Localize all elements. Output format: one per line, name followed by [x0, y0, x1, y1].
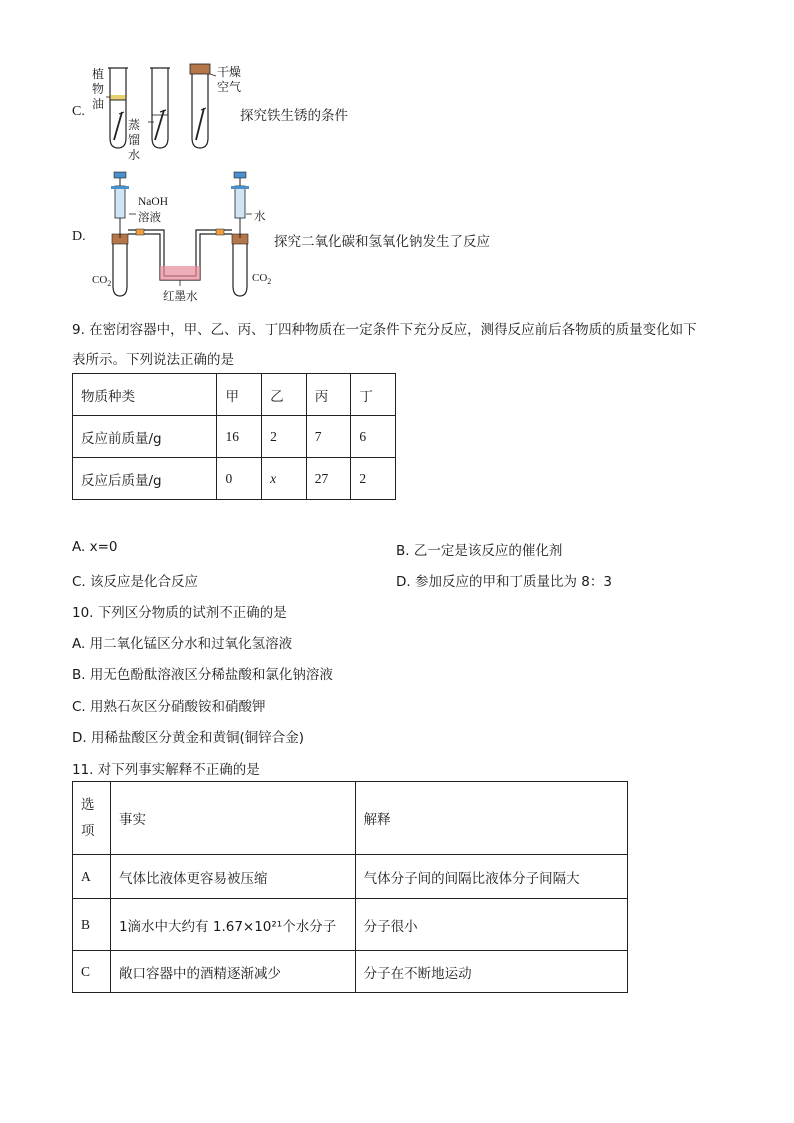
table-cell: 7 — [306, 416, 351, 458]
q11-facts-table — [72, 781, 628, 993]
right-syringe — [231, 172, 249, 218]
table-cell: 27 — [306, 458, 351, 500]
table-row — [73, 899, 628, 951]
table-cell: 反应后质量/g — [73, 458, 217, 500]
table-cell: B — [73, 899, 111, 951]
q9-option-d: D. 参加反应的甲和丁质量比为 8：3 — [396, 574, 612, 590]
label-oil-3: 油 — [92, 97, 105, 111]
table-row — [73, 855, 628, 899]
label-dry-air-2: 空气 — [217, 80, 242, 94]
q9-stem-line1: 9. 在密闭容器中，甲、乙、丙、丁四种物质在一定条件下充分反应，测得反应前后各物质的质量变化如下 — [72, 322, 697, 338]
table-cell: 反应前质量/g — [73, 416, 217, 458]
q11-stem: 11. 对下列事实解释不正确的是 — [72, 762, 260, 778]
q9-mass-table — [72, 373, 396, 500]
label-water-3: 水 — [128, 148, 141, 162]
table-cell: 0 — [217, 458, 262, 500]
left-syringe — [111, 172, 129, 218]
q10-option-a: A. 用二氧化锰区分水和过氧化氢溶液 — [72, 636, 293, 652]
table-cell: 6 — [351, 416, 396, 458]
table-header-cell: 物质种类 — [73, 374, 217, 416]
table-row — [73, 374, 396, 416]
label-oil-1: 植 — [92, 67, 105, 81]
q10-option-d: D. 用稀盐酸区分黄金和黄铜(铜锌合金) — [72, 730, 305, 746]
q9-stem-line2: 表所示。下列说法正确的是 — [72, 352, 234, 368]
table-header-cell: 选项 — [73, 782, 111, 855]
table-cell: 分子在不断地运动 — [355, 951, 627, 993]
option-c-letter: C. — [72, 104, 85, 119]
q10-stem: 10. 下列区分物质的试剂不正确的是 — [72, 605, 287, 621]
label-oil-2: 物 — [92, 82, 105, 96]
test-tube-oil — [106, 68, 128, 148]
table-cell: 敞口容器中的酒精逐渐减少 — [110, 951, 355, 993]
option-d-caption: 探究二氧化碳和氢氧化钠发生了反应 — [274, 234, 490, 250]
table-cell: 气体比液体更容易被压缩 — [110, 855, 355, 899]
table-row — [73, 782, 628, 855]
label-co2-right: $CO_2$ — [252, 272, 272, 287]
table-header-cell: 甲 — [217, 374, 262, 416]
table-header-cell: 丙 — [306, 374, 351, 416]
table-cell: 1滴水中大约有 1.67×10²¹个水分子 — [110, 899, 355, 951]
q9-option-a: A. x=0 — [72, 539, 118, 555]
table-header-cell: 丁 — [351, 374, 396, 416]
table-cell: A — [73, 855, 111, 899]
label-red-ink: 红墨水 — [163, 289, 198, 303]
table-header-cell: 乙 — [262, 374, 307, 416]
table-row — [73, 458, 396, 500]
label-co2-left: $CO_2$ — [92, 274, 112, 289]
label-water-1: 蒸 — [128, 118, 141, 132]
q9-option-c: C. 该反应是化合反应 — [72, 574, 199, 590]
q10-option-c: C. 用熟石灰区分硝酸铵和硝酸钾 — [72, 699, 266, 715]
table-header-cell: 解释 — [355, 782, 627, 855]
co2-naoh-diagram — [88, 168, 278, 303]
label-naoh: NaOH — [138, 196, 169, 208]
table-header-cell: 事实 — [110, 782, 355, 855]
option-d-letter: D. — [72, 229, 86, 244]
table-row — [73, 951, 628, 993]
test-tube-dry-air — [190, 64, 216, 148]
label-dry-air-1: 干燥 — [217, 65, 242, 79]
table-cell: 分子很小 — [355, 899, 627, 951]
table-cell: x — [262, 458, 307, 500]
table-cell: 16 — [217, 416, 262, 458]
option-c-caption: 探究铁生锈的条件 — [240, 108, 348, 124]
label-water-2: 馏 — [128, 133, 141, 147]
table-row — [73, 416, 396, 458]
table-cell: 2 — [262, 416, 307, 458]
q10-option-b: B. 用无色酚酞溶液区分稀盐酸和氯化钠溶液 — [72, 667, 333, 683]
table-cell: C — [73, 951, 111, 993]
label-water-d: 水 — [254, 209, 266, 223]
q9-option-b: B. 乙一定是该反应的催化剂 — [396, 543, 563, 559]
table-cell: 2 — [351, 458, 396, 500]
table-cell: 气体分子间的间隔比液体分子间隔大 — [355, 855, 627, 899]
label-naoh-solution: 溶液 — [138, 210, 161, 224]
test-tube-water — [148, 68, 170, 148]
u-tube — [128, 229, 232, 280]
